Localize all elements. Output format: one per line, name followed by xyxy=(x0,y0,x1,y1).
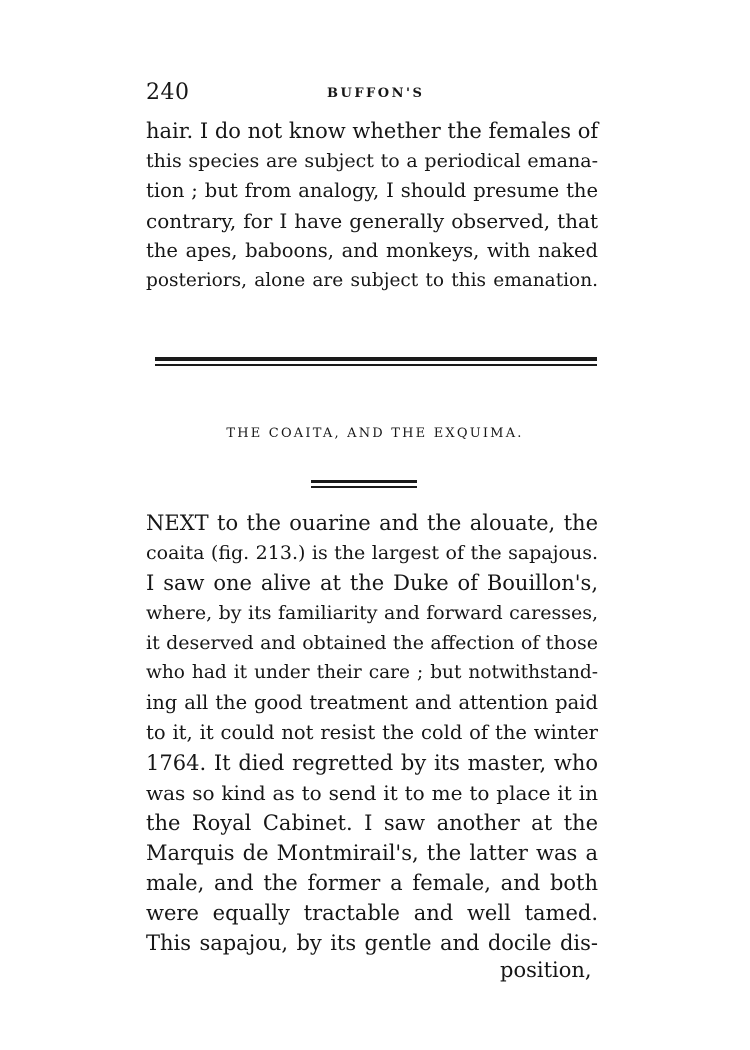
text-line: ing all the good treatment and attention paid xyxy=(146,691,598,714)
section-title: THE COAITA, AND THE EXQUIMA. xyxy=(226,426,524,441)
text-line: This sapajou, by its gentle and docile dis- xyxy=(146,931,598,955)
text-line: were equally tractable and well tamed. xyxy=(146,901,598,925)
text-line: male, and the former a female, and both xyxy=(146,871,598,895)
text-line: the apes, baboons, and monkeys, with naked xyxy=(146,239,598,262)
paragraph-main xyxy=(146,508,598,958)
text-line: I saw one alive at the Duke of Bouillon's, xyxy=(146,571,598,595)
running-head: BUFFON'S xyxy=(327,86,425,101)
section-title-rule xyxy=(311,480,417,488)
text-line: this species are subject to a periodical emana- xyxy=(146,150,598,172)
text-line: who had it under their care ; but notwithstand- xyxy=(146,662,598,683)
text-line: tion ; but from analogy, I should presume the xyxy=(146,179,598,202)
text-line: was so kind as to send it to me to place it in xyxy=(146,781,598,805)
text-line: 1764. It died regretted by its master, who xyxy=(146,751,598,775)
text-line: Marquis de Montmirail's, the latter was a xyxy=(146,841,598,865)
text-line: contrary, for I have generally observed, that xyxy=(146,209,598,233)
text-line: hair. I do not know whether the females of xyxy=(146,119,599,143)
page-number: 240 xyxy=(146,80,190,105)
text-line: NEXT to the ouarine and the alouate, the xyxy=(146,511,598,535)
text-line: it deserved and obtained the affection of those xyxy=(146,632,598,654)
text-line: where, by its familiarity and forward caresses, xyxy=(146,602,598,624)
paragraph-top xyxy=(146,116,598,296)
text-line: coaita (fig. 213.) is the largest of the sapajous. xyxy=(146,542,598,564)
text-line: the Royal Cabinet. I saw another at the xyxy=(146,811,598,835)
section-divider-double-rule xyxy=(155,357,597,366)
text-line: to it, it could not resist the cold of the winter xyxy=(146,721,598,744)
text-line: posteriors, alone are subject to this emanation. xyxy=(146,270,598,291)
catchword: position, xyxy=(500,958,592,982)
